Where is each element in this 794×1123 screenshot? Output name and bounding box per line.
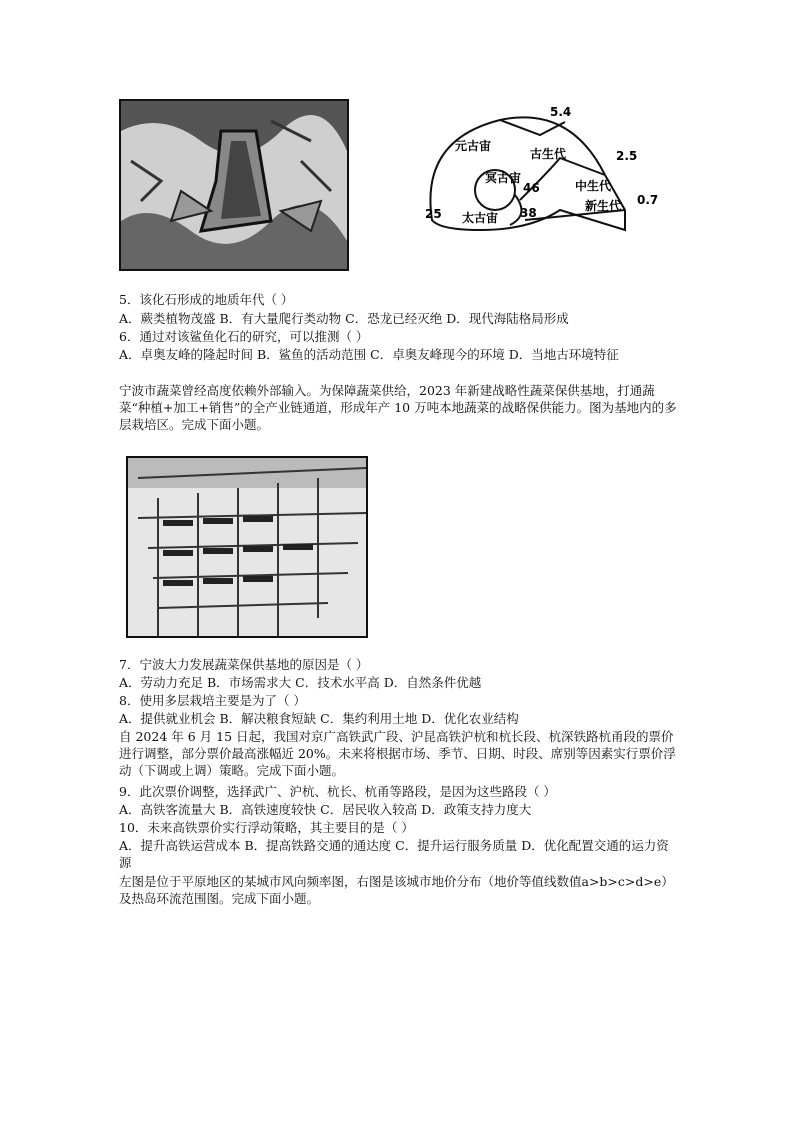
greenhouse-illustration bbox=[128, 458, 366, 636]
passage-city-wind: 左图是位于平原地区的某城市风向频率图，右图是该城市地价分布（地价等值线数值a>b>c>d>e）及热岛环流范围图。完成下面小题。 bbox=[119, 874, 674, 906]
question-5-options: A．蕨类植物茂盛 B．有大量爬行类动物 C．恐龙已经灭绝 D．现代海陆格局形成 bbox=[119, 311, 569, 326]
question-10-options: A．提升高铁运营成本 B．提高铁路交通的通达度 C．提升运行服务质量 D．优化配置交通的运力资源 bbox=[119, 838, 669, 870]
fossil-photo bbox=[119, 99, 349, 271]
question-9: 9．此次票价调整，选择武广、沪杭、杭长、杭甬等路段，是因为这些路段（ ） bbox=[119, 784, 556, 799]
num-2-5: 2.5 bbox=[616, 149, 638, 163]
question-9-options: A．高铁客流量大 B．高铁速度较快 C．居民收入较高 D．政策支持力度大 bbox=[119, 802, 532, 817]
label-hadean: 冥古宙 bbox=[485, 171, 522, 185]
label-cenozoic: 新生代 bbox=[585, 199, 622, 213]
label-mesozoic: 中生代 bbox=[575, 179, 612, 193]
passage-rail-fares: 自 2024 年 6 月 15 日起，我国对京广高铁武广段、沪昆高铁沪杭和杭长段、杭深铁路杭甬段的票价进行调整，部分票价最高涨幅近 20%。未来将根据市场、季节、日期、时段、席别等因素实行票价浮动（下调或上调）策略。完成下面小题。 bbox=[119, 729, 676, 778]
question-7: 7．宁波大力发展蔬菜保供基地的原因是（ ） bbox=[119, 657, 369, 672]
num-38: 38 bbox=[520, 206, 537, 220]
fossil-illustration bbox=[121, 101, 347, 269]
question-7-options: A．劳动力充足 B．市场需求大 C．技术水平高 D．自然条件优越 bbox=[119, 675, 482, 690]
label-paleozoic: 古生代 bbox=[530, 147, 567, 161]
question-5: 5．该化石形成的地质年代（ ） bbox=[119, 292, 294, 307]
passage-vegetable-base: 宁波市蔬菜曾经高度依赖外部输入。为保障蔬菜供给，2023 年新建战略性蔬菜保供基地，打通蔬菜“种植+加工+销售”的全产业链通道，形成年产 10 万吨本地蔬菜的战略保供能力。图为基地内的多层栽培区。完成下面小题。 bbox=[119, 383, 677, 432]
question-8-options: A．提供就业机会 B．解决粮食短缺 C．集约利用土地 D．优化农业结构 bbox=[119, 711, 519, 726]
label-proterozoic: 元古宙 bbox=[455, 139, 492, 153]
num-46: 46 bbox=[523, 181, 540, 195]
num-5-4: 5.4 bbox=[550, 105, 572, 119]
question-6: 6．通过对该鲨鱼化石的研究，可以推测（ ） bbox=[119, 329, 369, 344]
label-archean: 太古宙 bbox=[462, 211, 499, 225]
geologic-time-diagram bbox=[420, 100, 660, 235]
num-0-7: 0.7 bbox=[637, 193, 659, 207]
question-10: 10．未来高铁票价实行浮动策略，其主要目的是（ ） bbox=[119, 820, 414, 835]
num-25: 25 bbox=[425, 207, 442, 221]
question-6-options: A．卓奥友峰的隆起时间 B．鲨鱼的活动范围 C．卓奥友峰现今的环境 D．当地古环境特征 bbox=[119, 347, 619, 362]
greenhouse-photo bbox=[126, 456, 368, 638]
question-8: 8．使用多层栽培主要是为了（ ） bbox=[119, 693, 306, 708]
